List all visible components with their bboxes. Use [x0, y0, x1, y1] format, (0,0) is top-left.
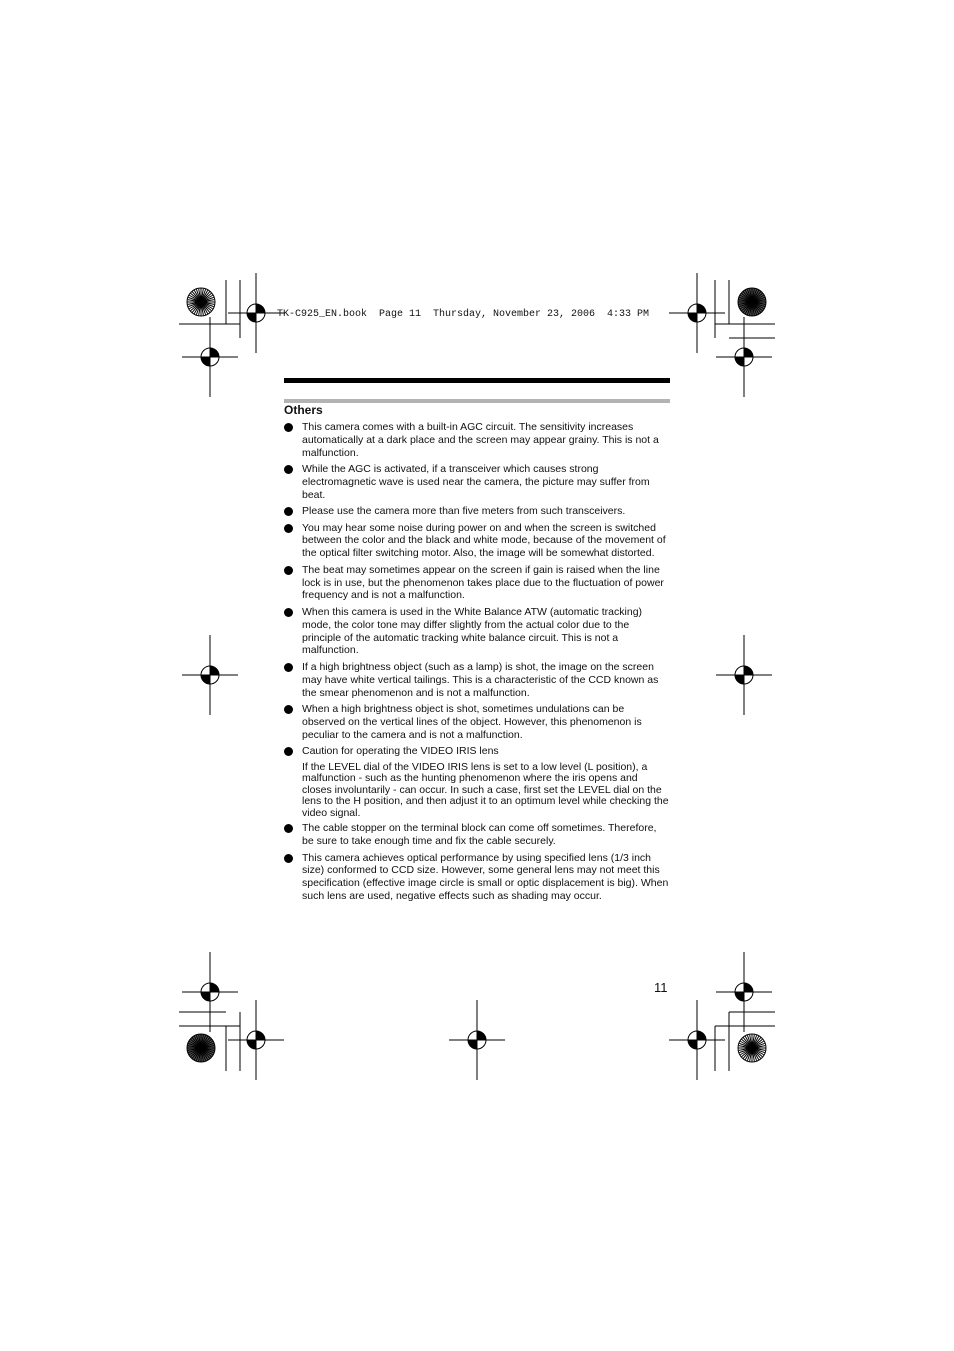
list-item [284, 564, 670, 603]
list-item [284, 463, 670, 502]
bullet-icon [284, 705, 293, 714]
list-item [284, 852, 670, 904]
registration-quadrant [744, 348, 753, 357]
bullet-icon [284, 524, 293, 533]
list-item-text: The beat may sometimes appear on the screen if gain is raised when the line lock is in use, but the phenomenon takes place due to the fluctuation of power frequency and is not a malfunction. [302, 563, 664, 602]
page-number: 11 [654, 980, 668, 995]
list-item-text: The cable stopper on the terminal block can come off sometimes. Therefore, be sure to take enough time and fix the cable securely. [302, 822, 657, 848]
list-item-text: While the AGC is activated, if a transceiver which causes strong electromagnetic wave is used near the camera, the picture may suffer from beat. [302, 463, 650, 501]
list-item [284, 606, 670, 658]
list-item-text: Caution for operating the VIDEO IRIS lens [302, 744, 499, 757]
registration-quadrant [201, 992, 210, 1001]
registration-quadrant [735, 992, 744, 1001]
list-item-text: Please use the camera more than five meters from such transceivers. [302, 505, 626, 518]
bullet-icon [284, 854, 293, 863]
registration-quadrant [688, 1040, 697, 1049]
registration-quadrant [735, 675, 744, 684]
registration-quadrant [256, 304, 265, 313]
registration-quadrant [468, 1040, 477, 1049]
notes-list [284, 421, 670, 907]
registration-quadrant [688, 313, 697, 322]
bullet-icon [284, 507, 293, 516]
registration-quadrant [697, 1031, 706, 1040]
registration-quadrant [201, 675, 210, 684]
list-item [284, 822, 670, 848]
print-header-line: TK-C925_EN.book Page 11 Thursday, November 23, 2006 4:33 PM [277, 309, 650, 320]
registration-quadrant [210, 348, 219, 357]
list-item [284, 505, 670, 518]
registration-quadrant [744, 666, 753, 675]
list-item-text: This camera comes with a built-in AGC circuit. The sensitivity increases automatically at a dark place and the screen may appear grainy. This is not a malfunction. [302, 421, 659, 459]
bullet-icon [284, 465, 293, 474]
list-item-text: When a high brightness object is shot, sometimes undulations can be observed on the vertical lines of the object. However, this phenomenon is peculiar to the camera and is not a malfunction. [302, 702, 642, 741]
registration-quadrant [210, 983, 219, 992]
registration-quadrant [256, 1031, 265, 1040]
registration-quadrant [697, 304, 706, 313]
list-item-text: You may hear some noise during power on and when the screen is switched between the color and the black and white mode, because of the movement of the optical filter switching motor. Also, the image will be somewhat distorted. [302, 521, 666, 560]
heading-rule-thin [284, 399, 670, 403]
registration-quadrant [247, 1040, 256, 1049]
bullet-icon [284, 566, 293, 575]
list-item [284, 745, 670, 819]
registration-quadrant [210, 666, 219, 675]
list-item [284, 421, 670, 460]
registration-quadrant [735, 357, 744, 366]
registration-quadrant [247, 313, 256, 322]
list-item-subtext: If the LEVEL dial of the VIDEO IRIS lens is set to a low level (L position), a malfunction - such as the hunting phenomenon where the iris opens and closes involuntarily - can occur. In such a case, first set the LEVEL dial on the lens to the H position, and then adjust it to an optimum level while checking the video signal. [302, 760, 669, 819]
list-item-text: This camera achieves optical performance by using specified lens (1/3 inch size) conformed to CCD size. However, some general lens may not meet this specification (effective image circle is small or optic displacement is big). When such lens are used, negative effects such as shading may occur. [302, 851, 669, 903]
registration-quadrant [201, 357, 210, 366]
bullet-icon [284, 608, 293, 617]
list-item-text: If a high brightness object (such as a lamp) is shot, the image on the screen may have white vertical tailings. This is a characteristic of the CCD known as the smear phenomenon and is not a malfunction. [302, 660, 659, 699]
registration-quadrant [744, 983, 753, 992]
section-title: Others [284, 403, 323, 417]
bullet-icon [284, 824, 293, 833]
list-item [284, 522, 670, 561]
registration-quadrant [477, 1031, 486, 1040]
heading-rule-thick [284, 378, 670, 383]
list-item-text: When this camera is used in the White Balance ATW (automatic tracking) mode, the color tone may differ slightly from the actual color due to the principle of the automatic tracking white balance circuit. This is not a malfunction. [302, 605, 643, 657]
bullet-icon [284, 663, 293, 672]
bullet-icon [284, 423, 293, 432]
bullet-icon [284, 747, 293, 756]
list-item [284, 661, 670, 700]
list-item [284, 703, 670, 742]
